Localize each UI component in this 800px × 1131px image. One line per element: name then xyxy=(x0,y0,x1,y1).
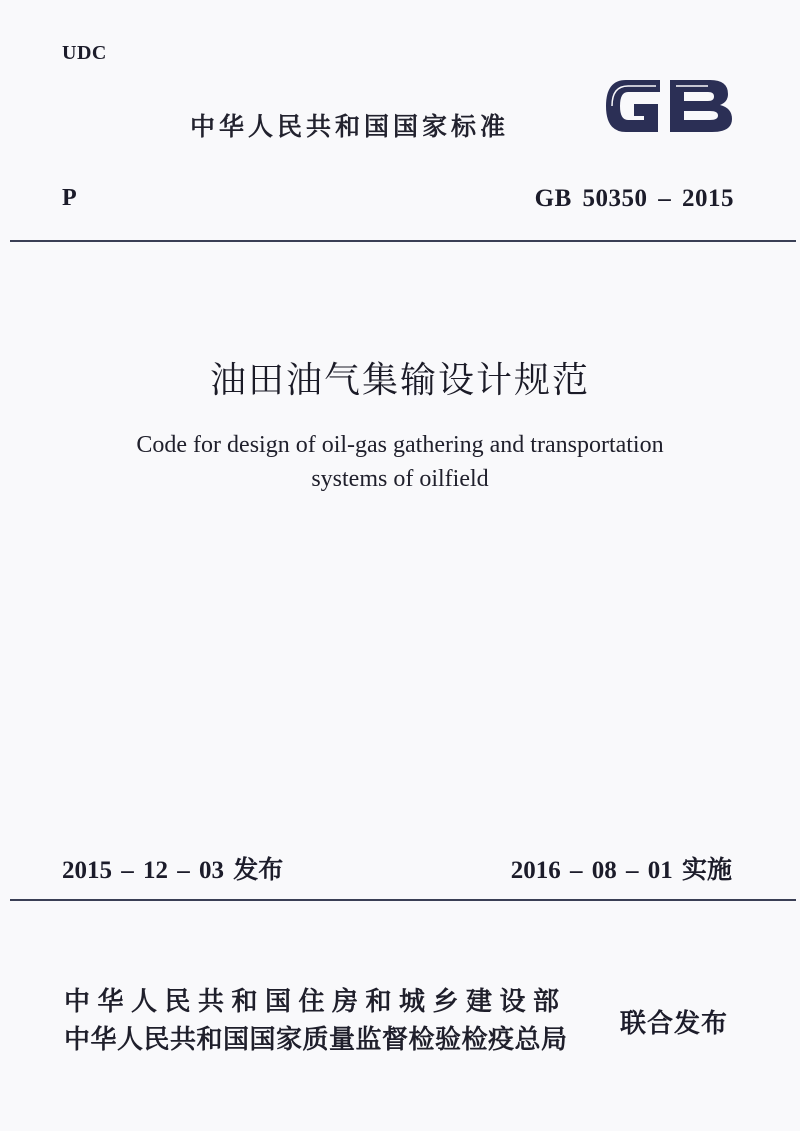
title-english-line-1: Code for design of oil-gas gathering and transportation xyxy=(136,432,664,458)
title-english xyxy=(0,428,800,496)
issue-date: 2015 – 12 – 03 发布 xyxy=(62,857,284,884)
issuer-ministry: 中华人民共和国住房和城乡建设部 xyxy=(64,987,567,1017)
issuer-block xyxy=(64,983,568,1059)
bottom-divider xyxy=(10,899,796,901)
standard-number: GB 50350 – 2015 xyxy=(534,185,734,212)
top-divider xyxy=(10,240,796,242)
gb-logo xyxy=(598,70,738,142)
title-chinese: 油田油气集输设计规范 xyxy=(209,360,590,401)
national-standard-heading: 中华人民共和国国家标准 xyxy=(190,112,510,141)
classification-code: P xyxy=(62,185,77,211)
title-english-line-2: systems of oilfield xyxy=(311,466,489,492)
joint-release-label: 联合发布 xyxy=(620,1009,729,1039)
implementation-date: 2016 – 08 – 01 实施 xyxy=(510,857,732,884)
udc-label: UDC xyxy=(62,42,107,64)
issuer-aqsiq: 中华人民共和国国家质量监督检验检疫总局 xyxy=(64,1025,568,1055)
